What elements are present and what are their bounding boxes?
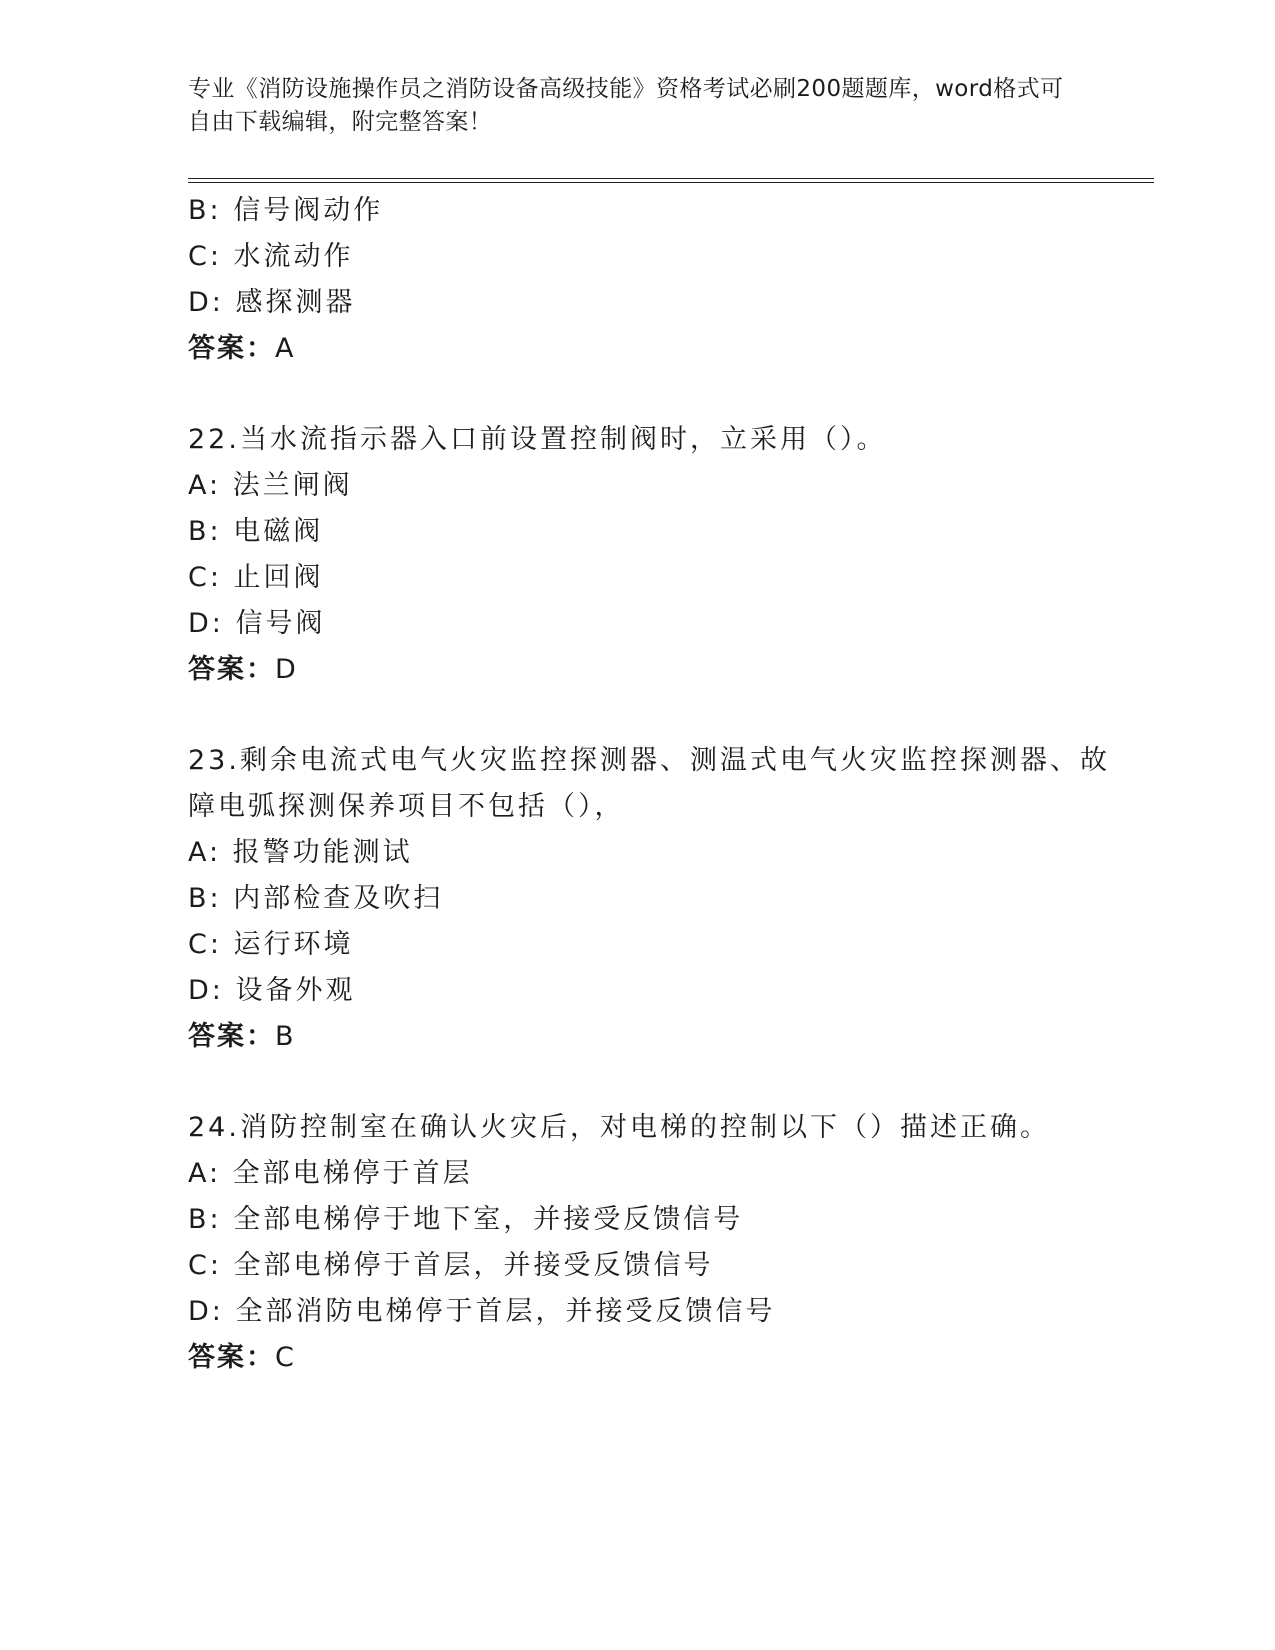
option-b: B: 内部检查及吹扫 — [188, 883, 444, 914]
question-24 — [188, 1105, 1088, 1381]
option-c: C: 全部电梯停于首层，并接受反馈信号 — [188, 1250, 714, 1281]
option-a: A: 法兰闸阀 — [188, 470, 353, 501]
option-d: D: 全部消防电梯停于首层，并接受反馈信号 — [188, 1296, 776, 1327]
answer-value: A — [275, 333, 297, 364]
option-a: A: 报警功能测试 — [188, 837, 413, 868]
option-d: D: 信号阀 — [188, 608, 326, 639]
option-c: C: 止回阀 — [188, 562, 324, 593]
option-d: D: 设备外观 — [188, 975, 356, 1006]
answer-label: 答案： — [188, 333, 275, 364]
answer-value: B — [275, 1021, 297, 1052]
option-b: B: 全部电梯停于地下室，并接受反馈信号 — [188, 1204, 744, 1235]
document-header: 专业《消防设施操作员之消防设备高级技能》资格考试必刷200题题库，word格式可自由下载编辑，附完整答案！ — [188, 76, 1064, 135]
answer-label: 答案： — [188, 654, 275, 685]
option-b: B: 信号阀动作 — [188, 195, 384, 226]
question-text: 24.消防控制室在确认火灾后，对电梯的控制以下（）描述正确。 — [188, 1112, 1050, 1143]
answer-line — [188, 1335, 1088, 1381]
option-c: C: 水流动作 — [188, 241, 354, 272]
question-23 — [188, 738, 1110, 1060]
question-text-line-1: 23.剩余电流式电气火灾监控探测器、测温式电气火灾监控探测器、故 — [188, 745, 1110, 776]
header-double-rule — [188, 178, 1154, 183]
option-b: B: 电磁阀 — [188, 516, 324, 547]
answer-label: 答案： — [188, 1021, 275, 1052]
question-text: 22.当水流指示器入口前设置控制阀时，立采用（）。 — [188, 424, 887, 455]
question-list — [188, 188, 1110, 1381]
question-22 — [188, 417, 1088, 693]
answer-value: C — [275, 1342, 297, 1373]
question-text-line-2: 障电弧探测保养项目不包括（）， — [188, 791, 625, 822]
answer-value: D — [275, 654, 299, 685]
answer-label: 答案： — [188, 1342, 275, 1373]
option-c: C: 运行环境 — [188, 929, 354, 960]
answer-line — [188, 1014, 1088, 1060]
answer-line — [188, 326, 1088, 372]
option-a: A: 全部电梯停于首层 — [188, 1158, 473, 1189]
previous-question-options — [188, 188, 1088, 372]
answer-line — [188, 647, 1088, 693]
option-d: D: 感探测器 — [188, 287, 356, 318]
